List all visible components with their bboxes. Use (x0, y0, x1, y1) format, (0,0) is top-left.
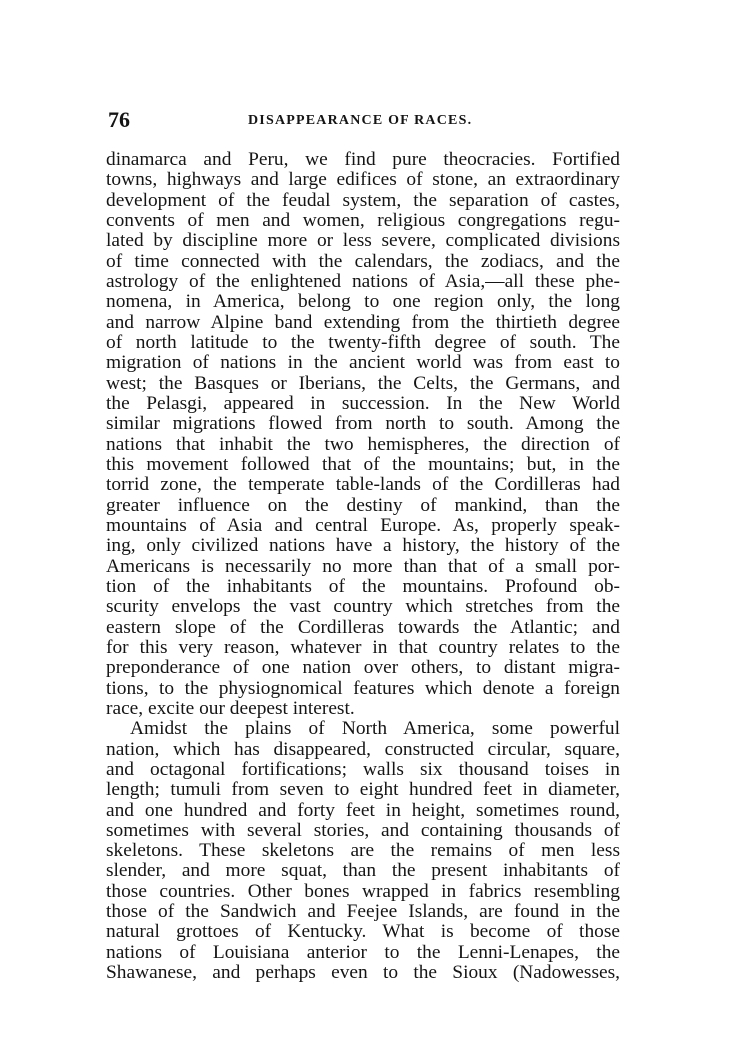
paragraph-end-line: race, excite our deepest interest. (106, 698, 355, 719)
text-line: Americans is necessarily no more than that of a small por- (106, 556, 620, 577)
text-line: tions, to the physiognomical features which denote a foreign (106, 678, 620, 699)
text-line: of time connected with the calendars, the zodiacs, and the (106, 251, 620, 272)
running-title: DISAPPEARANCE OF RACES. (248, 113, 473, 128)
text-line: skeletons. These skeletons are the remains of men less (106, 841, 620, 862)
text-line: astrology of the enlightened nations of Asia,—all these phe- (106, 271, 620, 292)
text-line: dinamarca and Peru, we find pure theocracies. Fortified (106, 150, 620, 170)
text-line: tion of the inhabitants of the mountains. Profound ob- (106, 576, 620, 597)
text-line: torrid zone, the temperate table-lands of the Cordilleras had (106, 475, 620, 496)
text-line: towns, highways and large edifices of stone, an extraordinary (106, 170, 620, 191)
text-line: nations that inhabit the two hemispheres, the direction of (106, 434, 620, 455)
text-line: similar migrations flowed from north to south. Among the (106, 414, 620, 435)
text-line: and narrow Alpine band extending from the thirtieth degree (106, 312, 620, 333)
text-line: west; the Basques or Iberians, the Celts, the Germans, and (106, 373, 620, 394)
text-line: convents of men and women, religious congregations regu- (106, 210, 620, 231)
text-line: preponderance of one nation over others, to distant migra- (106, 658, 620, 679)
text-line: the Pelasgi, appeared in succession. In the New World (106, 393, 620, 414)
body-text (106, 150, 620, 983)
text-line: nation, which has disappeared, constructed circular, square, (106, 739, 620, 760)
text-line: and octagonal fortifications; walls six thousand toises in (106, 759, 620, 780)
text-line: greater influence on the destiny of mankind, than the (106, 495, 620, 516)
text-line: scurity envelops the vast country which stretches from the (106, 597, 620, 618)
page-number: 76 (108, 107, 130, 132)
text-line: slender, and more squat, than the present inhabitants of (106, 861, 620, 882)
text-line: migration of nations in the ancient world was from east to (106, 353, 620, 374)
text-line: nations of Louisiana anterior to the Lenni-Lenapes, the (106, 942, 620, 963)
text-line: for this very reason, whatever in that country relates to the (106, 637, 620, 658)
text-line: and one hundred and forty feet in height, sometimes round, (106, 800, 620, 821)
text-line: ing, only civilized nations have a history, the history of the (106, 536, 620, 557)
text-line: mountains of Asia and central Europe. As, properly speak- (106, 515, 620, 536)
text-line: lated by discipline more or less severe, complicated divisions (106, 231, 620, 252)
text-line: natural grottoes of Kentucky. What is become of those (106, 922, 620, 943)
text-line: this movement followed that of the mountains; but, in the (106, 454, 620, 475)
text-line: Shawanese, and perhaps even to the Sioux (Nadowesses, (106, 963, 620, 984)
text-line: length; tumuli from seven to eight hundred feet in diameter, (106, 780, 620, 801)
text-line: sometimes with several stories, and containing thousands of (106, 820, 620, 841)
text-line: of north latitude to the twenty-fifth degree of south. The (106, 332, 620, 353)
text-line: those of the Sandwich and Feejee Islands, are found in the (106, 902, 620, 923)
text-line: those countries. Other bones wrapped in fabrics resembling (106, 881, 620, 902)
text-line: development of the feudal system, the separation of castes, (106, 190, 620, 211)
text-line: eastern slope of the Cordilleras towards the Atlantic; and (106, 617, 620, 638)
running-head (108, 108, 618, 132)
paragraph-start-line: Amidst the plains of North America, some powerful (130, 719, 620, 740)
text-line: nomena, in America, belong to one region only, the long (106, 292, 620, 313)
